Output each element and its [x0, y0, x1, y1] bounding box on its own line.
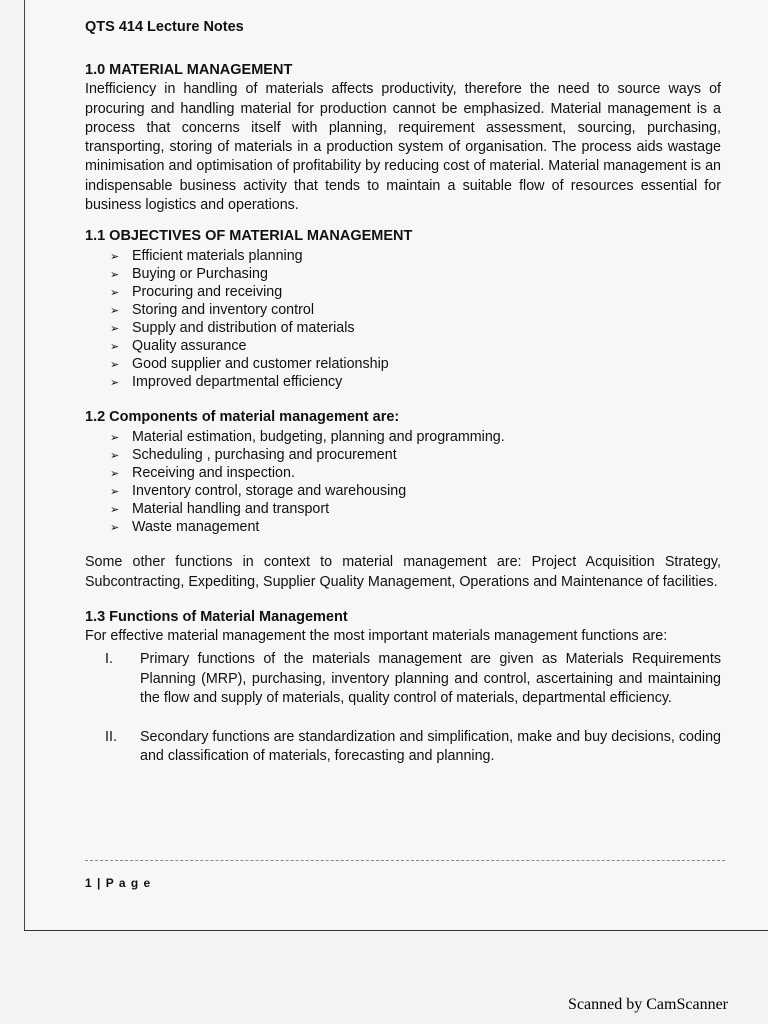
list-item: ➢ Efficient materials planning [110, 248, 303, 265]
list-item: ➢ Waste management [110, 519, 260, 536]
list-item: ➢ Storing and inventory control [110, 302, 314, 319]
arrow-right-icon: ➢ [110, 522, 120, 535]
list-item [85, 728, 721, 767]
components-list [110, 429, 721, 537]
section-functions [85, 608, 721, 767]
section-material-management [85, 61, 721, 215]
list-item: ➢ Inventory control, storage and warehousing [110, 483, 407, 500]
arrow-right-icon: ➢ [110, 359, 120, 372]
arrow-right-icon: ➢ [110, 486, 120, 499]
arrow-right-icon: ➢ [110, 287, 120, 300]
list-item: ➢ Improved departmental efficiency [110, 374, 343, 391]
section-paragraph: For effective material management the most important materials management functions are: [85, 627, 668, 644]
footer-divider [85, 860, 725, 861]
page-number: 1 | P a g e [85, 876, 152, 890]
arrow-right-icon: ➢ [110, 450, 120, 463]
page-content [85, 18, 721, 767]
list-item: ➢ Material handling and transport [110, 501, 330, 518]
item-number: II. [105, 729, 117, 746]
document-title: QTS 414 Lecture Notes [85, 19, 244, 35]
list-item [85, 650, 721, 708]
arrow-right-icon: ➢ [110, 468, 120, 481]
camscanner-watermark: Scanned by CamScanner [568, 996, 728, 1013]
arrow-right-icon: ➢ [110, 251, 120, 264]
arrow-right-icon: ➢ [110, 377, 120, 390]
list-item: ➢ Supply and distribution of materials [110, 320, 355, 337]
section-heading: 1.3 Functions of Material Management [85, 608, 348, 625]
arrow-right-icon: ➢ [110, 323, 120, 336]
item-number: I. [105, 651, 113, 668]
section-heading: 1.0 MATERIAL MANAGEMENT [85, 62, 293, 79]
list-item: ➢ Buying or Purchasing [110, 266, 268, 283]
document-page [24, 0, 768, 931]
section-components [85, 408, 721, 592]
item-text: Secondary functions are standardization and simplification, make and buy decisions, coding and classification of materials, forecasting and planning. [140, 729, 721, 765]
list-item: ➢ Quality assurance [110, 338, 247, 355]
arrow-right-icon: ➢ [110, 432, 120, 445]
arrow-right-icon: ➢ [110, 269, 120, 282]
section-paragraph: Inefficiency in handling of materials affects productivity, therefore the need to source ways of procuring and handling material for production cannot be emphasized. Material management is a process that concerns itself with planning, requirement assessment, sourcing, purchasing, transporting, storing of materials in a production system of organisation. The process aids wastage minimisation and optimisation of profitability by reducing cost of material. Material management is an indispensable business activity that tends to maintain a suitable flow of resources essential for business logistics and operations. [85, 81, 721, 214]
list-item: ➢ Material estimation, budgeting, planning and programming. [110, 429, 505, 446]
section-objectives [85, 227, 721, 392]
list-item: ➢ Good supplier and customer relationship [110, 356, 389, 373]
list-item: ➢ Procuring and receiving [110, 284, 283, 301]
arrow-right-icon: ➢ [110, 504, 120, 517]
item-text: Primary functions of the materials management are given as Materials Requirements Planning (MRP), purchasing, inventory planning and control, ascertaining and maintaining the flow and supply of materials, quality control of materials, departmental efficiency. [140, 651, 721, 706]
list-item: ➢ Receiving and inspection. [110, 465, 295, 482]
functions-list [85, 650, 721, 766]
arrow-right-icon: ➢ [110, 305, 120, 318]
section-paragraph: Some other functions in context to material management are: Project Acquisition Strategy, Subcontracting, Expediting, Supplier Quality Management, Operations and Maintenance of facilities. [85, 554, 721, 590]
arrow-right-icon: ➢ [110, 341, 120, 354]
section-heading: 1.2 Components of material management are: [85, 409, 400, 426]
section-heading: 1.1 OBJECTIVES OF MATERIAL MANAGEMENT [85, 228, 413, 245]
objectives-list [110, 248, 721, 392]
list-item: ➢ Scheduling , purchasing and procurement [110, 447, 397, 464]
